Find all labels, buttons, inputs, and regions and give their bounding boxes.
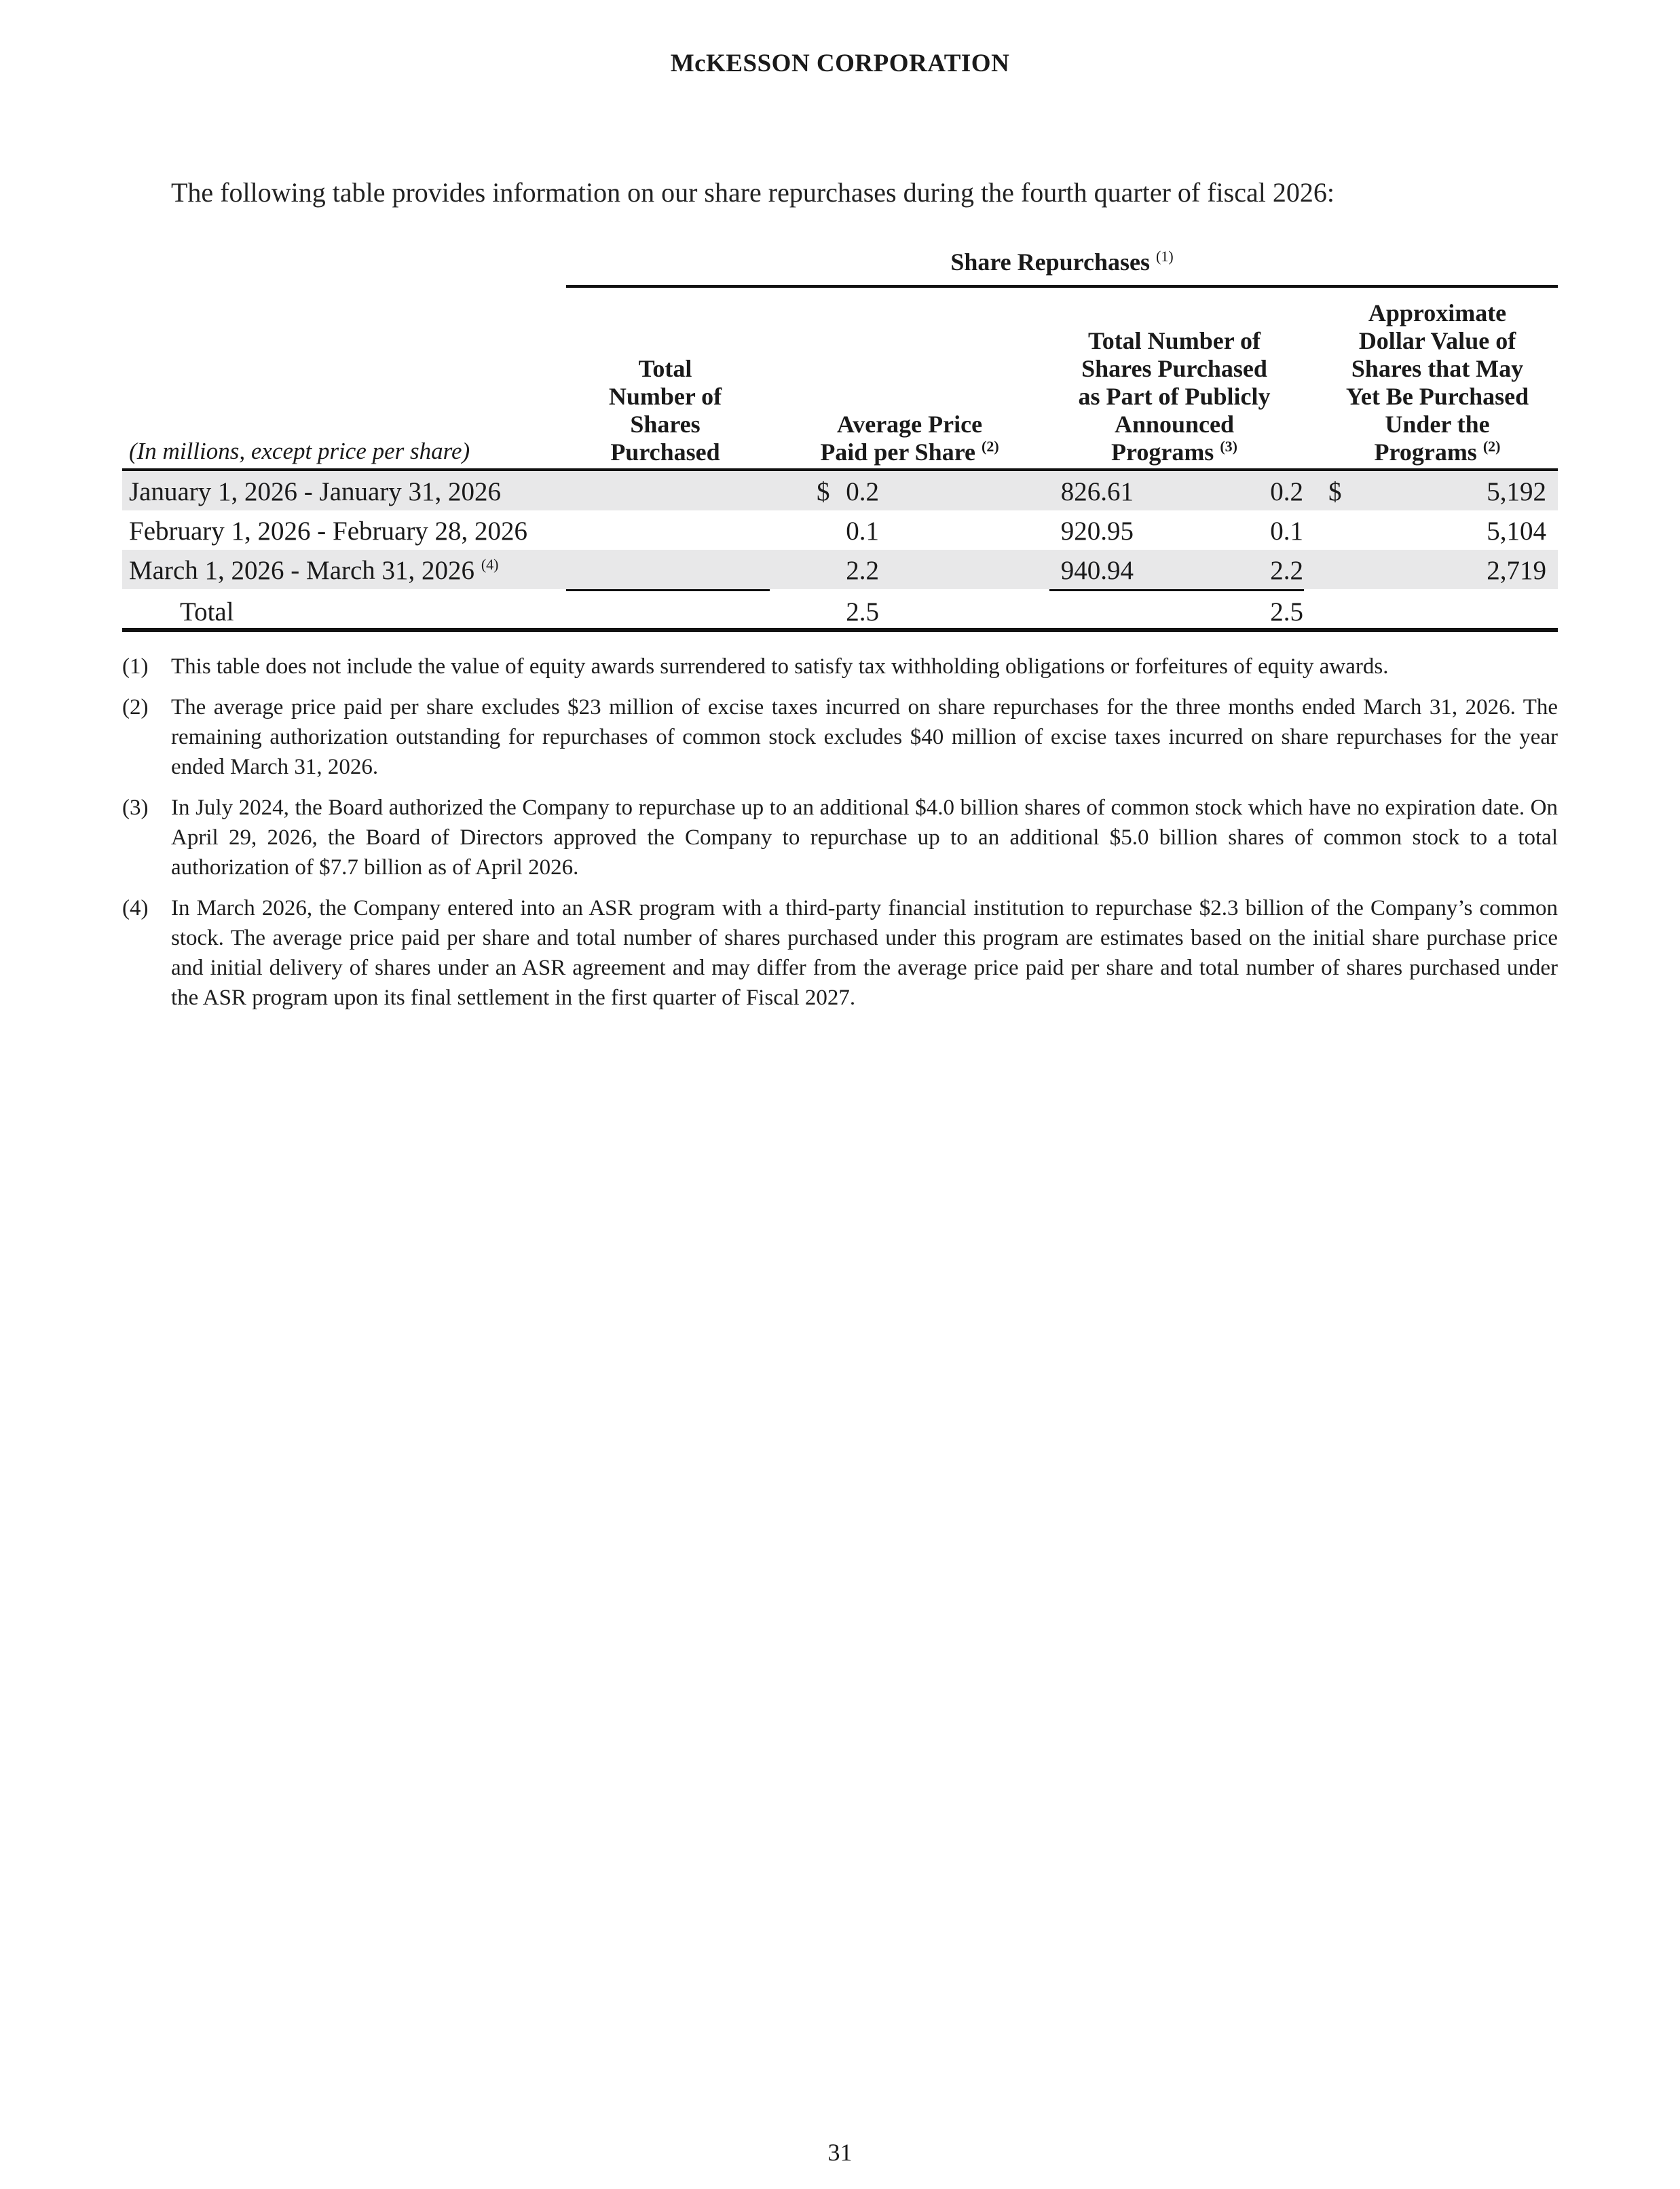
row-program-shares: 0.1 — [1270, 517, 1303, 546]
row-period: January 1, 2026 - January 31, 2026 — [129, 477, 502, 506]
footnote-text: This table does not include the value of equity awards surrendered to satisfy tax withholding obligations or forfeitures of equity awards. — [171, 654, 1389, 679]
row-shares: 0.1 — [846, 517, 879, 546]
row-shares: 2.2 — [846, 556, 879, 585]
col-header-line: Programs $^{(2)}$ — [1374, 438, 1501, 466]
footnote — [122, 652, 1558, 681]
footnote-text: In July 2024, the Board authorized the Company to repurchase up to an additional $4.0 billion shares of common stock which have no expiration date. On April 29, 2026, the Board of Directors approved the Company to repurchase up to an additional $5.0 billion shares of common stock to a total authorization of $7.7 billion as of April 2026. — [171, 796, 1558, 880]
group-header-rule — [566, 285, 1558, 288]
company-header: McKESSON CORPORATION — [670, 50, 1010, 77]
total-row — [122, 591, 1558, 631]
col-header-line: Under the — [1385, 411, 1490, 438]
row-price: 940.94 — [1060, 556, 1134, 585]
row-price-currency: $ — [817, 477, 830, 506]
footnote-text: In March 2026, the Company entered into an ASR program with a third-party financial institution to repurchase $2.3 billion of the Company’s common stock. The average price paid per share and total number of shares purchased under this program are estimates based on the initial share purchase price and initial delivery of shares under an ASR agreement and may differ from the average price paid per share and total number of shares purchased under the ASR program upon its final settlement in the first quarter of Fiscal 2027. — [171, 896, 1558, 1010]
col-header-note: (2) — [1482, 438, 1501, 455]
page-number: 31 — [827, 2139, 853, 2166]
col-header-line: Purchased — [610, 438, 720, 466]
footnote-number: (3) — [122, 796, 149, 820]
units-label: (In millions, except price per share) — [129, 438, 470, 464]
col-header-line: Yet Be Purchased — [1345, 383, 1529, 410]
col-header-program-shares — [1045, 288, 1303, 466]
row-price: 826.61 — [1060, 477, 1134, 506]
table-bottom-rule — [122, 628, 1558, 632]
group-header-text: Share Repurchases — [950, 248, 1151, 276]
col-header-line: Dollar Value of — [1358, 327, 1516, 354]
col-header-line: Announced — [1114, 411, 1235, 438]
row-note: (4) — [481, 556, 499, 573]
footnote-number: (2) — [122, 695, 149, 719]
col-header-line: as Part of Publicly — [1078, 383, 1271, 410]
row-period: March 1, 2026 - March 31, 2026 $^{(4)}$ — [129, 556, 499, 585]
col-header-note: (2) — [982, 438, 999, 455]
table-row — [122, 510, 1558, 550]
col-header-line: Total Number of — [1087, 327, 1261, 354]
row-period: February 1, 2026 - February 28, 2026 — [129, 517, 528, 546]
footnote — [122, 793, 1558, 882]
row-remaining-value: 2,719 — [1487, 556, 1546, 585]
total-shares: 2.5 — [846, 597, 879, 626]
col-header-note: (3) — [1220, 438, 1237, 455]
table-row — [122, 550, 1558, 589]
row-program-shares: 2.2 — [1270, 556, 1303, 585]
col-header-remaining-value — [1317, 288, 1558, 466]
group-header-note: (1) — [1156, 248, 1174, 265]
col-header-line: Number of — [608, 383, 722, 410]
footnote-text: The average price paid per share excludes $23 million of excise taxes incurred on share repurchases for the three months ended March 31, 2026. The remaining authorization outstanding for repurchases of common stock excludes $40 million of excise taxes incurred on share repurchases for the year ended March 31, 2026. — [171, 695, 1558, 779]
total-program-shares: 2.5 — [1270, 597, 1303, 626]
col-header-line: Shares Purchased — [1081, 355, 1267, 382]
col-header-line: Shares — [630, 411, 701, 438]
row-program-shares: 0.2 — [1270, 477, 1303, 506]
footnote — [122, 692, 1558, 782]
total-label: Total — [180, 597, 234, 626]
row-remaining-value: 5,104 — [1487, 517, 1546, 546]
col-header-line: Total — [638, 355, 692, 382]
row-shares: 0.2 — [846, 477, 879, 506]
col-header-total-shares — [563, 288, 767, 466]
row-remaining-value: 5,192 — [1487, 477, 1546, 506]
footnote — [122, 893, 1558, 1013]
table-row — [122, 471, 1558, 510]
row-price: 920.95 — [1060, 517, 1134, 546]
intro-paragraph: The following table provides information on our share repurchases during the fourth quarter of fiscal 2026: — [171, 177, 1334, 208]
footnote-number: (1) — [122, 654, 149, 679]
row-value-currency: $ — [1328, 477, 1342, 506]
group-header — [566, 248, 1558, 276]
col-header-line: Paid per Share $^{(2)}$ — [820, 438, 999, 466]
col-header-line: Programs $^{(3)}$ — [1111, 438, 1237, 466]
col-header-line: Approximate — [1368, 299, 1507, 326]
col-header-average-price — [794, 288, 1025, 466]
col-header-line: Average Price — [836, 411, 983, 438]
footnote-number: (4) — [122, 896, 149, 920]
col-header-line: Shares that May — [1351, 355, 1524, 382]
